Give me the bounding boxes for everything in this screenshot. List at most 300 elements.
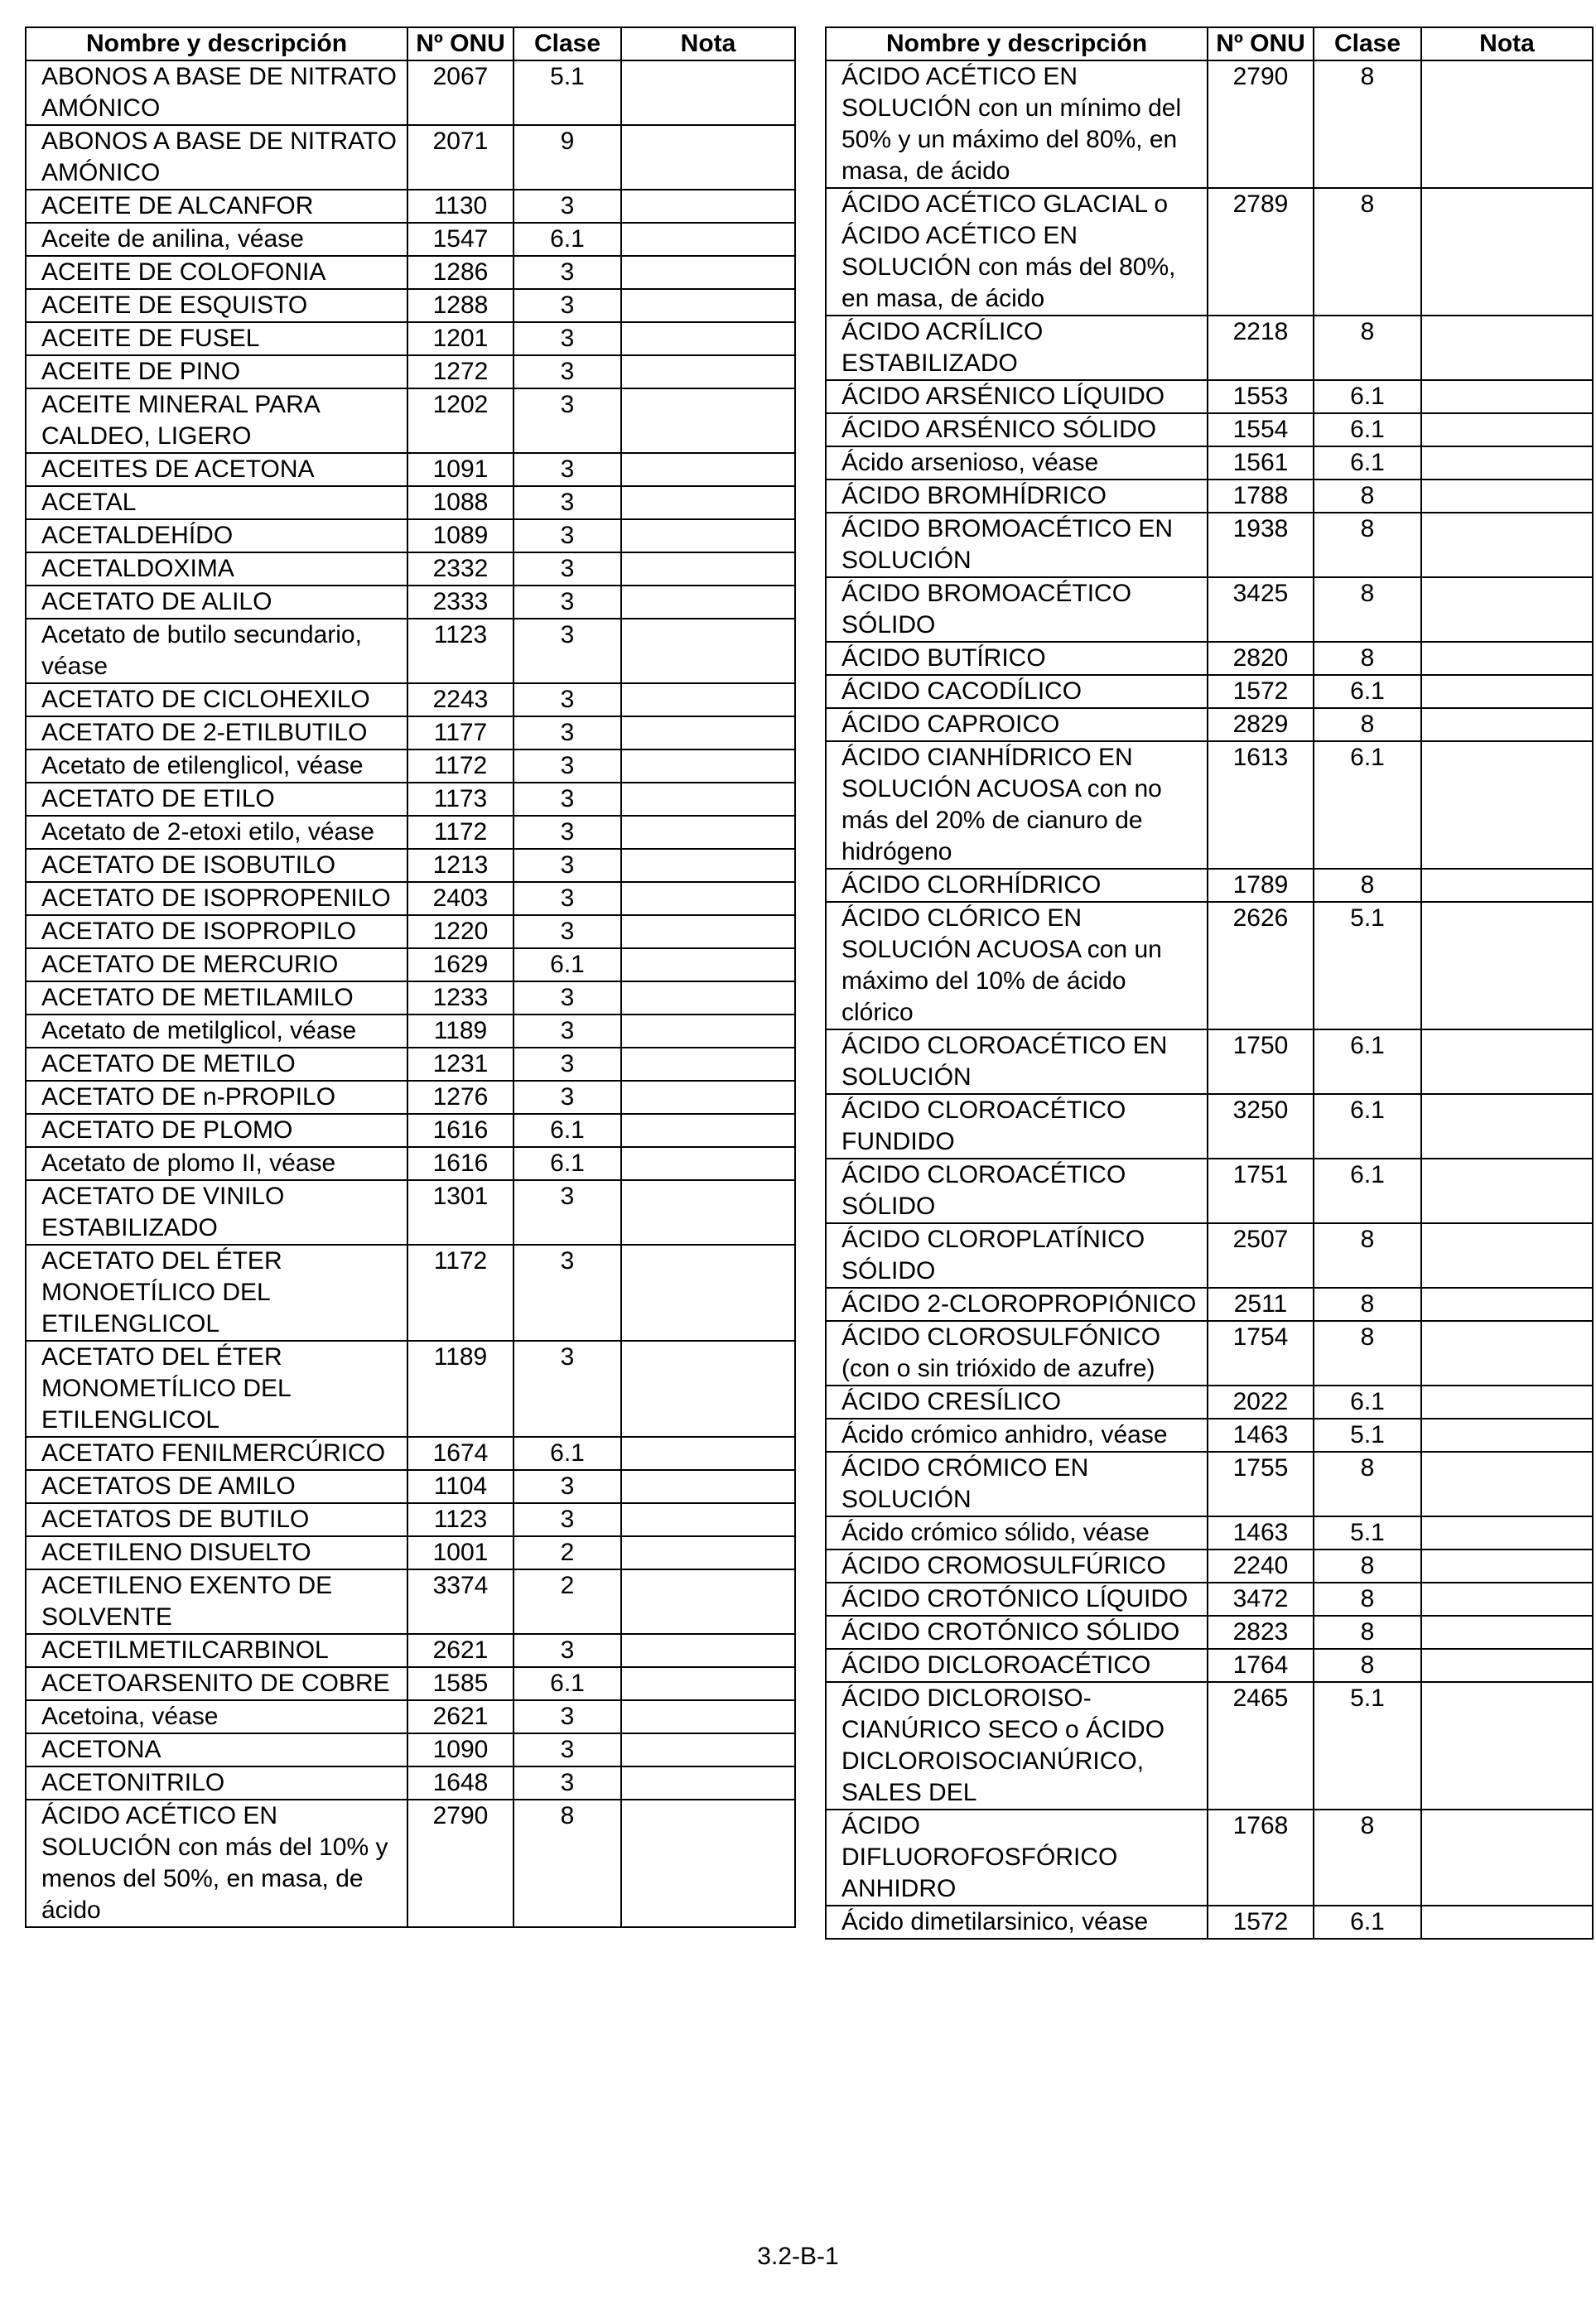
- substance-name-cell: ACETATO DEL ÉTER MONOMETÍLICO DEL ETILENGLICOL: [26, 1341, 407, 1437]
- table-row: [26, 1766, 795, 1800]
- note-cell: [1421, 675, 1593, 708]
- class-cell: 6.1: [1314, 1094, 1421, 1159]
- class-cell: 8: [1314, 1288, 1421, 1321]
- note-cell: [1421, 902, 1593, 1029]
- un-number-cell: 1585: [407, 1667, 514, 1700]
- un-number-cell: 1561: [1208, 446, 1314, 480]
- class-cell: 6.1: [1314, 1159, 1421, 1223]
- table-row: [826, 1386, 1593, 1419]
- un-number-cell: 1213: [407, 849, 514, 882]
- note-cell: [621, 619, 795, 683]
- class-cell: 3: [514, 1634, 621, 1667]
- class-cell: 3: [514, 1341, 621, 1437]
- un-number-cell: 3250: [1208, 1094, 1314, 1159]
- class-cell: 3: [514, 355, 621, 388]
- class-cell: 3: [514, 1470, 621, 1503]
- note-cell: [1421, 1321, 1593, 1386]
- substance-name-cell: ACETOARSENITO DE COBRE: [26, 1667, 407, 1700]
- substance-name-cell: ACETATO DE ALILO: [26, 586, 407, 619]
- table-row: [826, 1452, 1593, 1516]
- table-row: [26, 289, 795, 322]
- table-row: [826, 1906, 1593, 1939]
- note-cell: [621, 1147, 795, 1180]
- class-cell: 6.1: [1314, 446, 1421, 480]
- table-row: [826, 1288, 1593, 1321]
- un-number-cell: 1648: [407, 1766, 514, 1800]
- un-number-cell: 3425: [1208, 577, 1314, 642]
- table-row: [26, 849, 795, 882]
- class-cell: 3: [514, 683, 621, 716]
- un-number-cell: 1123: [407, 1503, 514, 1536]
- class-cell: 3: [514, 1180, 621, 1245]
- class-cell: 3: [514, 1048, 621, 1081]
- class-cell: 8: [1314, 1550, 1421, 1583]
- dangerous-goods-table-right: [825, 27, 1594, 1940]
- un-number-cell: 2820: [1208, 642, 1314, 675]
- class-cell: 3: [514, 1245, 621, 1341]
- un-number-cell: 1172: [407, 749, 514, 783]
- note-cell: [621, 1437, 795, 1470]
- note-cell: [621, 190, 795, 223]
- note-cell: [1421, 708, 1593, 741]
- un-number-cell: 2790: [407, 1800, 514, 1927]
- table-row: [26, 190, 795, 223]
- class-cell: 3: [514, 716, 621, 749]
- note-cell: [621, 1341, 795, 1437]
- un-number-cell: 1616: [407, 1147, 514, 1180]
- un-number-cell: 1751: [1208, 1159, 1314, 1223]
- substance-name-cell: ÁCIDO CLOROACÉTICO SÓLIDO: [826, 1159, 1208, 1223]
- note-cell: [1421, 1550, 1593, 1583]
- table-row: [26, 783, 795, 816]
- un-number-cell: 1220: [407, 915, 514, 948]
- note-cell: [621, 1503, 795, 1536]
- note-cell: [621, 1766, 795, 1800]
- note-cell: [621, 355, 795, 388]
- un-number-cell: 1130: [407, 190, 514, 223]
- table-row: [26, 322, 795, 355]
- note-cell: [621, 586, 795, 619]
- table-row: [826, 675, 1593, 708]
- table-row: [26, 882, 795, 915]
- note-cell: [1421, 642, 1593, 675]
- class-cell: 8: [1314, 577, 1421, 642]
- class-cell: 8: [514, 1800, 621, 1927]
- class-cell: 6.1: [1314, 1029, 1421, 1094]
- note-cell: [1421, 513, 1593, 577]
- note-cell: [621, 388, 795, 453]
- table-row: [826, 1419, 1593, 1452]
- substance-name-cell: Acetato de 2-etoxi etilo, véase: [26, 816, 407, 849]
- class-cell: 3: [514, 1015, 621, 1048]
- un-number-cell: 1091: [407, 453, 514, 486]
- table-row: [826, 1094, 1593, 1159]
- class-cell: 5.1: [1314, 902, 1421, 1029]
- class-cell: 6.1: [514, 948, 621, 981]
- class-cell: 8: [1314, 869, 1421, 902]
- note-cell: [621, 1634, 795, 1667]
- substance-name-cell: ÁCIDO ARSÉNICO LÍQUIDO: [826, 380, 1208, 413]
- substance-name-cell: ÁCIDO CLORHÍDRICO: [826, 869, 1208, 902]
- un-number-cell: 1286: [407, 256, 514, 289]
- table-row: [826, 1159, 1593, 1223]
- table-row: [26, 1437, 795, 1470]
- class-cell: 3: [514, 1766, 621, 1800]
- table-body-right: [826, 60, 1593, 1939]
- substance-name-cell: ÁCIDO ARSÉNICO SÓLIDO: [826, 413, 1208, 446]
- table-row: [26, 619, 795, 683]
- table-row: [826, 1223, 1593, 1288]
- substance-name-cell: Acetato de etilenglicol, véase: [26, 749, 407, 783]
- class-cell: 8: [1314, 708, 1421, 741]
- substance-name-cell: ABONOS A BASE DE NITRATO AMÓNICO: [26, 125, 407, 190]
- note-cell: [621, 1245, 795, 1341]
- un-number-cell: 2511: [1208, 1288, 1314, 1321]
- table-row: [826, 1616, 1593, 1649]
- un-number-cell: 2332: [407, 552, 514, 586]
- class-cell: 3: [514, 619, 621, 683]
- page-number: 3.2-B-1: [757, 2243, 839, 2270]
- note-cell: [621, 716, 795, 749]
- substance-name-cell: ÁCIDO CACODÍLICO: [826, 675, 1208, 708]
- note-cell: [621, 1536, 795, 1569]
- substance-name-cell: ÁCIDO BUTÍRICO: [826, 642, 1208, 675]
- table-row: [826, 1321, 1593, 1386]
- table-row: [26, 60, 795, 125]
- substance-name-cell: ACETATO DE CICLOHEXILO: [26, 683, 407, 716]
- note-cell: [621, 453, 795, 486]
- note-cell: [621, 882, 795, 915]
- table-row: [826, 1583, 1593, 1616]
- note-cell: [1421, 869, 1593, 902]
- substance-name-cell: ÁCIDO CLOROPLATÍNICO SÓLIDO: [826, 1223, 1208, 1288]
- un-number-cell: 2465: [1208, 1682, 1314, 1810]
- un-number-cell: 1674: [407, 1437, 514, 1470]
- substance-name-cell: ÁCIDO CLOROACÉTICO FUNDIDO: [826, 1094, 1208, 1159]
- un-number-cell: 2621: [407, 1634, 514, 1667]
- table-row: [26, 1667, 795, 1700]
- class-cell: 6.1: [514, 1147, 621, 1180]
- table-row: [26, 1800, 795, 1927]
- note-cell: [1421, 1386, 1593, 1419]
- table-row: [26, 552, 795, 586]
- note-cell: [1421, 1682, 1593, 1810]
- substance-name-cell: ACETATO DE ETILO: [26, 783, 407, 816]
- un-number-cell: 1276: [407, 1081, 514, 1114]
- note-cell: [1421, 1452, 1593, 1516]
- un-number-cell: 1233: [407, 981, 514, 1015]
- table-header-row: [26, 27, 795, 60]
- class-cell: 8: [1314, 1452, 1421, 1516]
- substance-name-cell: ACETATO DE VINILO ESTABILIZADO: [26, 1180, 407, 1245]
- class-cell: 5.1: [1314, 1682, 1421, 1810]
- substance-name-cell: ACETILMETILCARBINOL: [26, 1634, 407, 1667]
- note-cell: [621, 519, 795, 552]
- un-number-cell: 1572: [1208, 675, 1314, 708]
- table-row: [826, 642, 1593, 675]
- class-cell: 8: [1314, 1649, 1421, 1682]
- class-cell: 3: [514, 1733, 621, 1766]
- substance-name-cell: ÁCIDO CROTÓNICO SÓLIDO: [826, 1616, 1208, 1649]
- class-cell: 3: [514, 519, 621, 552]
- note-cell: [621, 1569, 795, 1634]
- class-cell: 8: [1314, 642, 1421, 675]
- substance-name-cell: ACETATO DE 2-ETILBUTILO: [26, 716, 407, 749]
- substance-name-cell: ÁCIDO DICLOROACÉTICO: [826, 1649, 1208, 1682]
- class-cell: 3: [514, 882, 621, 915]
- un-number-cell: 1231: [407, 1048, 514, 1081]
- class-cell: 5.1: [514, 60, 621, 125]
- table-row: [826, 902, 1593, 1029]
- substance-name-cell: ACEITE DE PINO: [26, 355, 407, 388]
- class-cell: 6.1: [1314, 741, 1421, 869]
- un-number-cell: 1750: [1208, 1029, 1314, 1094]
- table-row: [826, 413, 1593, 446]
- table-row: [826, 1550, 1593, 1583]
- un-number-cell: 1463: [1208, 1516, 1314, 1550]
- substance-name-cell: ACETATO DE PLOMO: [26, 1114, 407, 1147]
- substance-name-cell: ÁCIDO 2-CLOROPROPIÓNICO: [826, 1288, 1208, 1321]
- substance-name-cell: ACEITE DE ALCANFOR: [26, 190, 407, 223]
- substance-name-cell: Acetato de plomo II, véase: [26, 1147, 407, 1180]
- note-cell: [621, 256, 795, 289]
- un-number-cell: 1288: [407, 289, 514, 322]
- substance-name-cell: ACEITE DE ESQUISTO: [26, 289, 407, 322]
- table-row: [26, 981, 795, 1015]
- substance-name-cell: ÁCIDO DIFLUOROFOSFÓRICO ANHIDRO: [826, 1810, 1208, 1906]
- note-cell: [1421, 188, 1593, 316]
- note-cell: [1421, 380, 1593, 413]
- table-row: [26, 1180, 795, 1245]
- note-cell: [621, 915, 795, 948]
- note-cell: [621, 322, 795, 355]
- table-row: [26, 749, 795, 783]
- table-row: [26, 453, 795, 486]
- un-number-cell: 2507: [1208, 1223, 1314, 1288]
- table-row: [26, 1470, 795, 1503]
- substance-name-cell: ACETAL: [26, 486, 407, 519]
- class-cell: 6.1: [1314, 413, 1421, 446]
- substance-name-cell: ACETATO DE n-PROPILO: [26, 1081, 407, 1114]
- class-cell: 8: [1314, 1616, 1421, 1649]
- un-number-cell: 1104: [407, 1470, 514, 1503]
- class-cell: 3: [514, 586, 621, 619]
- note-cell: [1421, 1094, 1593, 1159]
- note-cell: [1421, 1616, 1593, 1649]
- substance-name-cell: ACEITE DE FUSEL: [26, 322, 407, 355]
- header-onu: Nº ONU: [1208, 27, 1314, 60]
- class-cell: 3: [514, 388, 621, 453]
- substance-name-cell: Ácido dimetilarsinico, véase: [826, 1906, 1208, 1939]
- un-number-cell: 2022: [1208, 1386, 1314, 1419]
- substance-name-cell: ÁCIDO ACRÍLICO ESTABILIZADO: [826, 316, 1208, 380]
- note-cell: [1421, 446, 1593, 480]
- note-cell: [621, 223, 795, 256]
- table-row: [26, 948, 795, 981]
- class-cell: 6.1: [514, 1437, 621, 1470]
- un-number-cell: 1613: [1208, 741, 1314, 869]
- un-number-cell: 3374: [407, 1569, 514, 1634]
- un-number-cell: 1788: [1208, 480, 1314, 513]
- un-number-cell: 1629: [407, 948, 514, 981]
- note-cell: [1421, 1223, 1593, 1288]
- class-cell: 9: [514, 125, 621, 190]
- class-cell: 3: [514, 453, 621, 486]
- un-number-cell: 1090: [407, 1733, 514, 1766]
- header-onu: Nº ONU: [407, 27, 514, 60]
- class-cell: 6.1: [1314, 1386, 1421, 1419]
- un-number-cell: 2067: [407, 60, 514, 125]
- substance-name-cell: ACETILENO EXENTO DE SOLVENTE: [26, 1569, 407, 1634]
- substance-name-cell: ACETALDEHÍDO: [26, 519, 407, 552]
- header-clase: Clase: [514, 27, 621, 60]
- note-cell: [621, 486, 795, 519]
- note-cell: [621, 1733, 795, 1766]
- un-number-cell: 2071: [407, 125, 514, 190]
- un-number-cell: 2790: [1208, 60, 1314, 188]
- class-cell: 3: [514, 915, 621, 948]
- header-name: Nombre y descripción: [826, 27, 1208, 60]
- note-cell: [1421, 1419, 1593, 1452]
- note-cell: [621, 1114, 795, 1147]
- un-number-cell: 1301: [407, 1180, 514, 1245]
- substance-name-cell: ACETATO DEL ÉTER MONOETÍLICO DEL ETILENGLICOL: [26, 1245, 407, 1341]
- substance-name-cell: ACETILENO DISUELTO: [26, 1536, 407, 1569]
- un-number-cell: 1001: [407, 1536, 514, 1569]
- substance-name-cell: ACEITE DE COLOFONIA: [26, 256, 407, 289]
- class-cell: 6.1: [514, 223, 621, 256]
- note-cell: [621, 1048, 795, 1081]
- table-row: [826, 480, 1593, 513]
- note-cell: [621, 1700, 795, 1733]
- un-number-cell: 1189: [407, 1015, 514, 1048]
- note-cell: [621, 552, 795, 586]
- un-number-cell: 2333: [407, 586, 514, 619]
- table-row: [826, 380, 1593, 413]
- substance-name-cell: ACETATOS DE BUTILO: [26, 1503, 407, 1536]
- substance-name-cell: ACETATO FENILMERCÚRICO: [26, 1437, 407, 1470]
- class-cell: 2: [514, 1536, 621, 1569]
- substance-name-cell: ÁCIDO CRÓMICO EN SOLUCIÓN: [826, 1452, 1208, 1516]
- un-number-cell: 1616: [407, 1114, 514, 1147]
- class-cell: 3: [514, 783, 621, 816]
- un-number-cell: 2240: [1208, 1550, 1314, 1583]
- class-cell: 8: [1314, 480, 1421, 513]
- substance-name-cell: ACEITES DE ACETONA: [26, 453, 407, 486]
- table-body-left: [26, 60, 795, 1927]
- table-row: [26, 1245, 795, 1341]
- class-cell: 3: [514, 1081, 621, 1114]
- un-number-cell: 1172: [407, 1245, 514, 1341]
- un-number-cell: 1463: [1208, 1419, 1314, 1452]
- table-row: [826, 1810, 1593, 1906]
- substance-name-cell: ÁCIDO CAPROICO: [826, 708, 1208, 741]
- un-number-cell: 1189: [407, 1341, 514, 1437]
- substance-name-cell: ÁCIDO ACÉTICO GLACIAL o ÁCIDO ACÉTICO EN SOLUCIÓN con más del 80%, en masa, de ácido: [826, 188, 1208, 316]
- un-number-cell: 1177: [407, 716, 514, 749]
- table-row: [826, 869, 1593, 902]
- substance-name-cell: ABONOS A BASE DE NITRATO AMÓNICO: [26, 60, 407, 125]
- header-clase: Clase: [1314, 27, 1421, 60]
- note-cell: [621, 1015, 795, 1048]
- substance-name-cell: ACETONITRILO: [26, 1766, 407, 1800]
- substance-name-cell: ÁCIDO CLOROSULFÓNICO (con o sin trióxido de azufre): [826, 1321, 1208, 1386]
- substance-name-cell: ACETATO DE ISOBUTILO: [26, 849, 407, 882]
- table-row: [26, 1503, 795, 1536]
- un-number-cell: 1755: [1208, 1452, 1314, 1516]
- un-number-cell: 2218: [1208, 316, 1314, 380]
- un-number-cell: 1202: [407, 388, 514, 453]
- substance-name-cell: ÁCIDO CROTÓNICO LÍQUIDO: [826, 1583, 1208, 1616]
- substance-name-cell: Ácido crómico sólido, véase: [826, 1516, 1208, 1550]
- class-cell: 3: [514, 190, 621, 223]
- table-row: [26, 486, 795, 519]
- table-row: [26, 716, 795, 749]
- class-cell: 3: [514, 749, 621, 783]
- header-nota: Nota: [621, 27, 795, 60]
- un-number-cell: 1768: [1208, 1810, 1314, 1906]
- un-number-cell: 1754: [1208, 1321, 1314, 1386]
- table-row: [26, 256, 795, 289]
- class-cell: 3: [514, 289, 621, 322]
- un-number-cell: 1789: [1208, 869, 1314, 902]
- un-number-cell: 1553: [1208, 380, 1314, 413]
- class-cell: 3: [514, 486, 621, 519]
- un-number-cell: 2403: [407, 882, 514, 915]
- un-number-cell: 1173: [407, 783, 514, 816]
- substance-name-cell: ACETATO DE METILO: [26, 1048, 407, 1081]
- substance-name-cell: Ácido crómico anhidro, véase: [826, 1419, 1208, 1452]
- class-cell: 8: [1314, 1321, 1421, 1386]
- class-cell: 6.1: [1314, 675, 1421, 708]
- table-row: [26, 1081, 795, 1114]
- substance-name-cell: ÁCIDO ACÉTICO EN SOLUCIÓN con un mínimo del 50% y un máximo del 80%, en masa, de ácido: [826, 60, 1208, 188]
- table-row: [26, 683, 795, 716]
- table-row: [826, 577, 1593, 642]
- table-row: [26, 388, 795, 453]
- class-cell: 3: [514, 849, 621, 882]
- table-row: [826, 1516, 1593, 1550]
- substance-name-cell: Ácido arsenioso, véase: [826, 446, 1208, 480]
- substance-name-cell: Aceite de anilina, véase: [26, 223, 407, 256]
- note-cell: [1421, 1029, 1593, 1094]
- substance-name-cell: Acetato de metilglicol, véase: [26, 1015, 407, 1048]
- table-row: [26, 1536, 795, 1569]
- table-row: [26, 1015, 795, 1048]
- un-number-cell: 1554: [1208, 413, 1314, 446]
- header-nota: Nota: [1421, 27, 1593, 60]
- note-cell: [621, 981, 795, 1015]
- substance-name-cell: ÁCIDO CLÓRICO EN SOLUCIÓN ACUOSA con un máximo del 10% de ácido clórico: [826, 902, 1208, 1029]
- class-cell: 8: [1314, 188, 1421, 316]
- class-cell: 8: [1314, 1810, 1421, 1906]
- class-cell: 3: [514, 816, 621, 849]
- note-cell: [621, 683, 795, 716]
- table-row: [26, 1147, 795, 1180]
- substance-name-cell: ACEITE MINERAL PARA CALDEO, LIGERO: [26, 388, 407, 453]
- un-number-cell: 2626: [1208, 902, 1314, 1029]
- table-row: [826, 513, 1593, 577]
- note-cell: [1421, 413, 1593, 446]
- note-cell: [621, 1667, 795, 1700]
- table-row: [26, 125, 795, 190]
- note-cell: [621, 783, 795, 816]
- note-cell: [1421, 316, 1593, 380]
- class-cell: 3: [514, 256, 621, 289]
- class-cell: 5.1: [1314, 1516, 1421, 1550]
- note-cell: [621, 289, 795, 322]
- table-row: [826, 1682, 1593, 1810]
